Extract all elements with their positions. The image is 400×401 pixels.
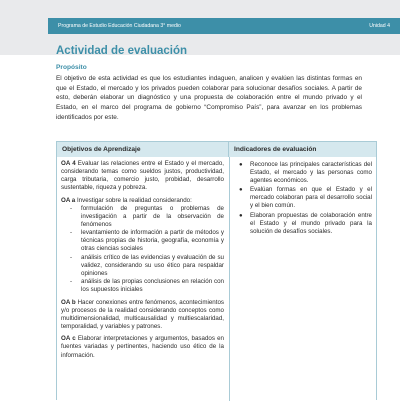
column-header-objectives: Objetivos de Aprendizaje [57,142,229,157]
objective-code: OA 4 [61,160,76,167]
header-bar [48,18,400,34]
indicator-item: ● Elaboran propuestas de colaboración entre el Estado y el mundo privado para la solución de desafíos sociales. [239,211,372,235]
column-header-indicators: Indicadores de evaluación [229,142,376,157]
objective-code: OA c [61,335,76,343]
bullet-icon: ● [239,187,243,194]
list-item: - análisis crítico de las evidencias y evaluación de su validez, considerando su uso ético para respaldar opiniones [70,253,224,277]
objective-code: OA a [61,196,76,204]
list-item: - formulación de preguntas o problemas de investigación a partir de la observación de fenómenos [70,204,224,229]
objective-oaa [61,197,224,205]
bullet-icon: ● [239,212,243,219]
indicators-list [235,161,372,236]
indicators-column [235,161,372,237]
page-title: Actividad de evaluación [56,45,188,57]
objective-text: Investigar sobre la realidad considerando: [75,196,192,204]
column-divider [229,157,230,401]
objective-text: Hacer conexiones entre fenómenos, acontecimientos y/o procesos de la realidad considerando conceptos como multidimensionalidad, multicausalidad y multiescalaridad, temporalidad, y variables y patrones. [61,298,224,330]
objective-oa4 [61,160,224,192]
unit-label: Unidad 4 [369,23,390,29]
indicator-item: ● Reconoce las principales características del Estado, el mercado y las personas como agentes económicos. [239,161,372,185]
objective-text: Evaluar las relaciones entre el Estado y el mercado, considerando temas como sueldos justos, productividad, carga tributaria, comercio justo, probidad, desarrollo sustentable, riqueza y pobreza. [61,160,225,192]
section-subtitle: Propósito [56,64,87,71]
intro-paragraph: El objetivo de esta actividad es que los estudiantes indaguen, analicen y evalúen las distintas formas en que el Estado, el mercado y los privados pueden colaborar para solucionar desafíos sociales. A partir de esto, deberán elaborar un diagnóstico y una propuesta de colaboración entre el mundo privado y el Estado, en el marco del programa de gobierno “Compromiso País”, para avanzar en los problemas identificados por este. [56,75,362,121]
objectives-table [56,141,377,400]
list-item: - análisis de las propias conclusiones en relación con los supuestos iniciales [70,277,224,293]
objective-text: Elaborar interpretaciones y argumentos, basados en fuentes variadas y pertinentes, haciendo uso ético de la información. [61,335,224,359]
objective-code: OA b [61,298,76,306]
list-item: - levantamiento de información a partir de métodos y técnicas propias de historia, geografía, economía y otras ciencias sociales [70,229,224,253]
objective-oac [61,335,224,359]
indicator-item: ● Evalúan formas en que el Estado y el mercado colaboran para el desarrollo social y el bien común. [239,186,372,210]
program-name: Programa de Estudio Educación Ciudadana 3° medio [58,23,181,29]
objective-oaa-list [61,205,224,294]
bullet-icon: ● [239,162,243,168]
objective-oab [61,299,224,331]
objectives-column [61,160,224,360]
